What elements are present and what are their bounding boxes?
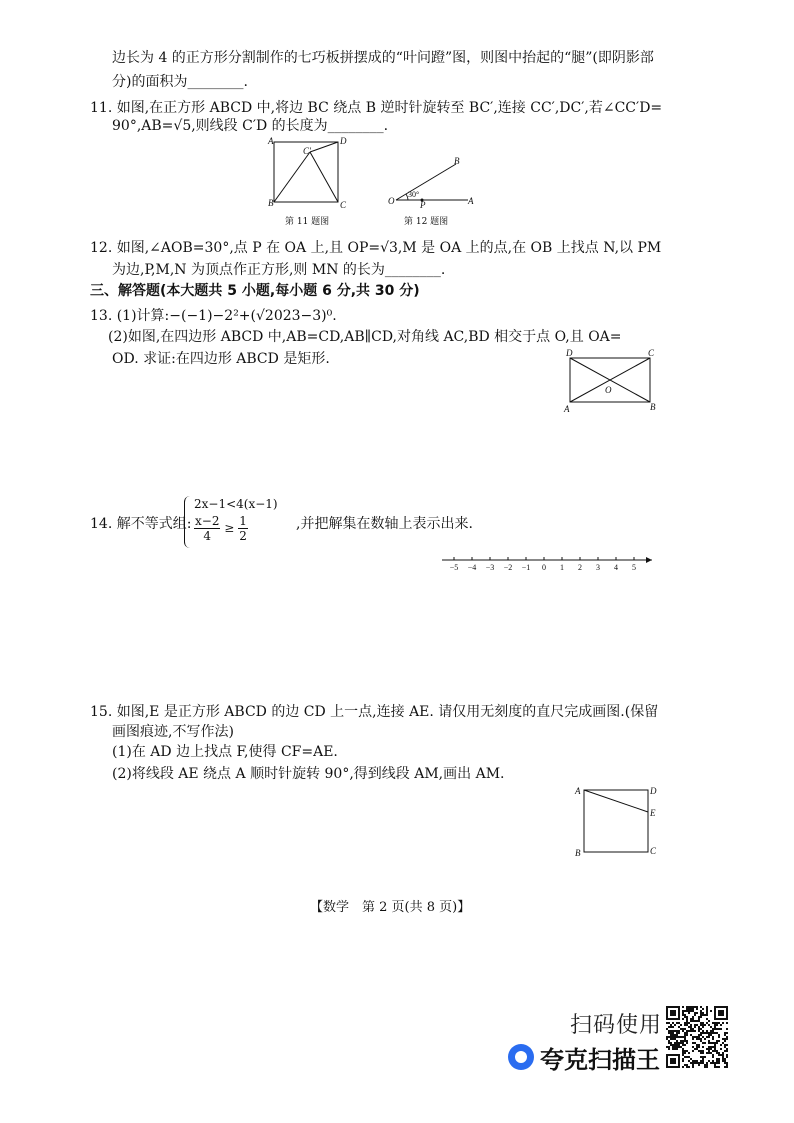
- fig11-label-b: B: [268, 198, 274, 208]
- section3-title: 三、解答题(本大题共 5 小题,每小题 6 分,共 30 分): [90, 283, 420, 299]
- q15-line1: 15. 如图,E 是正方形 ABCD 的边 CD 上一点,连接 AE. 请仅用无刻度的直尺完成画图.(保留: [90, 704, 659, 720]
- q10-line1: 边长为 4 的正方形分割制作的七巧板拼摆成的“叶问蹬”图，则图中抬起的“腿”(即阴影部: [112, 50, 654, 66]
- fig11-dcp: [310, 142, 338, 152]
- q11-line2: 90°,AB=√5,则线段 C′D 的长度为________.: [112, 118, 389, 134]
- q14-frac-right: [238, 514, 248, 543]
- figure12-caption: 第 12 题图: [404, 217, 449, 227]
- fig15-label-c: C: [650, 846, 657, 856]
- q15-part2: (2)将线段 AE 绕点 A 顺时针旋转 90°,得到线段 AM,画出 AM.: [112, 766, 505, 782]
- fig11-label-c: C: [340, 200, 347, 210]
- number-line-label: −2: [503, 563, 513, 572]
- figure-15: [574, 784, 664, 860]
- figure-11: [268, 138, 348, 208]
- number-line-label: 4: [614, 563, 618, 572]
- q12-line2: 为边,P,M,N 为顶点作正方形,则 MN 的长为________.: [112, 262, 446, 278]
- number-line-arrow: [646, 557, 652, 563]
- brand-name: 夸克扫描王: [540, 1046, 660, 1074]
- number-line-label: −5: [449, 563, 459, 572]
- fig11-bcp: [274, 152, 310, 202]
- number-line-label: 5: [632, 563, 636, 572]
- fig13-label-b: B: [650, 402, 656, 412]
- q14-ineq1: 2x−1<4(x−1): [194, 497, 278, 511]
- number-line: [438, 552, 658, 576]
- fig15-label-b: B: [575, 848, 581, 858]
- fig12-angle: 30°: [408, 190, 420, 199]
- q13-part2-line2: OD. 求证:在四边形 ABCD 是矩形.: [112, 351, 330, 367]
- fig15-label-e: E: [650, 808, 656, 818]
- number-line-label: 3: [596, 563, 600, 572]
- qr-code-icon[interactable]: [666, 1006, 728, 1068]
- number-line-label: 2: [578, 563, 582, 572]
- fig13-label-a: A: [564, 404, 570, 414]
- figure11-caption: 第 11 题图: [285, 217, 330, 227]
- q14-ineq2: [194, 514, 278, 543]
- figure-13: [562, 346, 662, 416]
- fig11-label-d: D: [340, 136, 347, 146]
- q14-frac-left-num: x−2: [195, 514, 220, 528]
- q14-system: [188, 496, 278, 543]
- quark-logo-icon: [508, 1044, 534, 1070]
- number-line-label: −1: [521, 563, 531, 572]
- fig15-label-d: D: [650, 786, 657, 796]
- scan-to-use-text: 扫码使用: [570, 1013, 663, 1038]
- q10-line2: 分)的面积为________.: [112, 74, 248, 90]
- fig11-label-cp: C′: [303, 146, 311, 156]
- q14-prefix: 14. 解不等式组:: [90, 516, 192, 532]
- q13-part2-line1: (2)如图,在四边形 ABCD 中,AB=CD,AB∥CD,对角线 AC,BD 相交于点 O,且 OA=: [108, 329, 622, 345]
- number-line-label: 1: [560, 563, 564, 572]
- q14-frac-left-den: 4: [203, 529, 212, 543]
- fig15-square: [584, 790, 648, 852]
- fig12-label-b: B: [454, 156, 460, 166]
- page-footer: 【数学 第 2 页(共 8 页)】: [310, 900, 471, 915]
- q15-line2: 画图痕迹,不写作法): [112, 724, 234, 740]
- fig12-label-a: A: [468, 196, 474, 206]
- number-line-label: 0: [542, 563, 546, 572]
- fig11-ccp: [310, 152, 338, 202]
- fig15-ae: [584, 790, 648, 812]
- q15-part1: (1)在 AD 边上找点 F,使得 CF=AE.: [112, 744, 338, 760]
- fig13-label-c: C: [648, 348, 655, 358]
- number-line-label: −3: [485, 563, 495, 572]
- q12-line1: 12. 如图,∠AOB=30°,点 P 在 OA 上,且 OP=√3,M 是 OA 上的点,在 OB 上找点 N,以 PM: [90, 240, 662, 256]
- fig11-label-a: A: [268, 136, 274, 146]
- fig13-label-d: D: [566, 348, 573, 358]
- q13-part1: 13. (1)计算:−(−1)−2²+(√2023−3)⁰.: [90, 308, 337, 324]
- fig15-label-a: A: [575, 786, 581, 796]
- figure-12: [388, 158, 478, 208]
- q14-rel: ≥: [224, 521, 235, 535]
- q14-frac-right-den: 2: [239, 529, 247, 543]
- q14-suffix: ,并把解集在数轴上表示出来.: [296, 516, 473, 532]
- fig12-ob: [396, 164, 456, 200]
- number-line-label: −4: [467, 563, 477, 572]
- q14-frac-left: [194, 514, 220, 543]
- fig12-label-o: O: [388, 196, 395, 206]
- q14-frac-right-num: 1: [239, 514, 247, 528]
- fig12-label-p: P: [420, 200, 426, 210]
- fig13-label-o: O: [605, 385, 612, 395]
- q11-line1: 11. 如图,在正方形 ABCD 中,将边 BC 绕点 B 逆时针旋转至 BC′,连接 CC′,DC′,若∠CC′D=: [90, 100, 663, 116]
